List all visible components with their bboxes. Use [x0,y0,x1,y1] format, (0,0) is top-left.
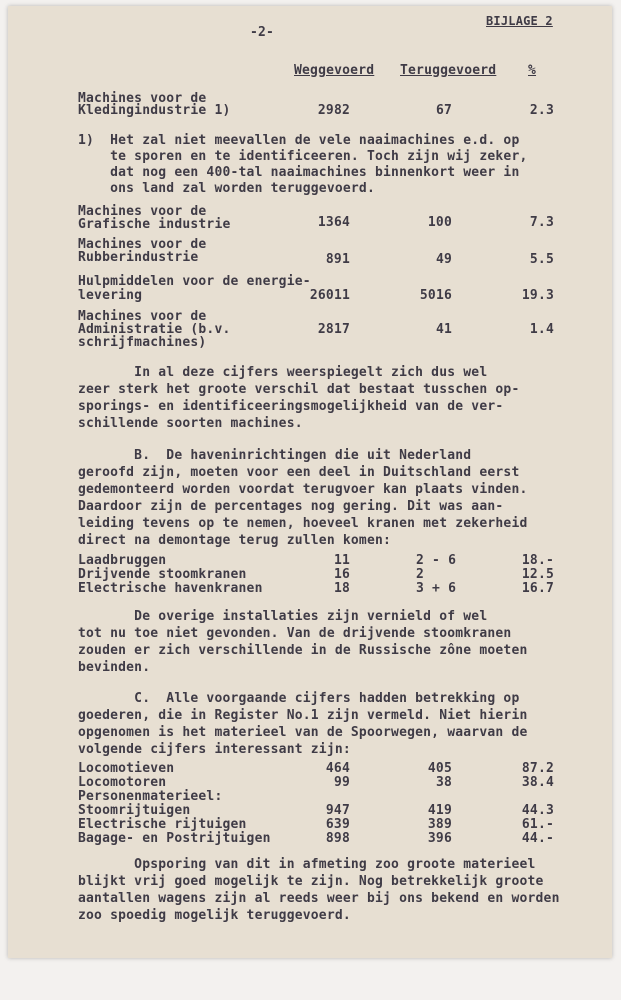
row-label: Kledingindustrie 1) [78,103,231,118]
row-percent: 44.- [521,831,554,846]
paragraph-line: goederen, die in Register No.1 zijn vermeld. Niet hierin [78,708,528,723]
row-label: Machines voor de [78,309,207,324]
column-header-percent: % [528,63,537,78]
row-returned: 41 [435,322,452,337]
row-taken: 2982 [317,103,350,118]
row-taken: 1364 [317,215,350,230]
row-percent: 1.4 [529,322,554,337]
row-label: Electrische havenkranen [78,581,263,596]
paragraph-line: C. Alle voorgaande cijfers hadden betrekking op [78,691,520,706]
row-taken: 26011 [309,288,350,303]
row-returned: 2 [416,567,425,582]
document-page [8,6,612,958]
paragraph-line: blijkt vrij goed mogelijk te zijn. Nog betrekkelijk groote [78,874,544,889]
paragraph-line: volgende cijfers interessant zijn: [78,742,351,757]
row-label: Rubberindustrie [78,250,199,265]
row-returned: 67 [435,103,452,118]
row-taken: 11 [333,553,350,568]
row-label: Laadbruggen [78,553,167,568]
row-label: Personenmaterieel: [78,789,223,804]
row-returned: 389 [427,817,452,832]
row-label: Drijvende stoomkranen [78,567,247,582]
paragraph-line: tot nu toe niet gevonden. Van de drijvende stoomkranen [78,626,512,641]
row-percent: 16.7 [521,581,554,596]
paragraph-line: schillende soorten machines. [78,416,303,431]
row-taken: 18 [333,581,350,596]
paragraph-line: De overige installaties zijn vernield of wel [78,609,488,624]
row-taken: 464 [325,761,350,776]
paragraph-line: direct na demontage terug zullen komen: [78,533,392,548]
paragraph-line: zeer sterk het groote verschil dat bestaat tusschen op- [78,382,520,397]
page-number: -2- [250,25,275,40]
paragraph-line: geroofd zijn, moeten voor een deel in Duitschland eerst [78,465,520,480]
row-label: levering [78,288,143,303]
row-label: Grafische industrie [78,217,231,232]
row-label: Stoomrijtuigen [78,803,191,818]
paragraph-line: Daardoor zijn de percentages nog gering. Dit was aan- [78,499,504,514]
row-percent: 38.4 [521,775,554,790]
paragraph-line: In al deze cijfers weerspiegelt zich dus wel [78,365,488,380]
row-taken: 947 [325,803,350,818]
row-label: Machines voor de [78,91,207,106]
paragraph-line: aantallen wagens zijn al reeds weer bij ons bekend en worden [78,891,560,906]
row-taken: 639 [325,817,350,832]
paragraph-line: opgenomen is het materieel van de Spoorwegen, waarvan de [78,725,528,740]
row-percent: 61.- [521,817,554,832]
row-label: Bagage- en Postrijtuigen [78,831,271,846]
row-returned: 419 [427,803,452,818]
row-taken: 898 [325,831,350,846]
row-returned: 405 [427,761,452,776]
paragraph-line: zouden er zich verschillende in de Russische zône moeten [78,643,528,658]
row-label: schrijfmachines) [78,335,207,350]
row-percent: 12.5 [521,567,554,582]
row-returned: 38 [435,775,452,790]
row-returned: 49 [435,252,452,267]
row-label: Machines voor de [78,204,207,219]
row-returned: 5016 [419,288,452,303]
row-label: Electrische rijtuigen [78,817,247,832]
row-label: Administratie (b.v. [78,322,231,337]
row-taken: 891 [325,252,350,267]
column-header-taken: Weggevoerd [294,63,375,78]
row-label: Locomotoren [78,775,167,790]
paragraph-line: bevinden. [78,660,151,675]
row-taken: 16 [333,567,350,582]
paragraph-line: Opsporing van dit in afmeting zoo groote materieel [78,857,536,872]
row-percent: 18.- [521,553,554,568]
row-percent: 7.3 [529,215,554,230]
row-returned: 2 - 6 [416,553,457,568]
row-taken: 99 [333,775,350,790]
paragraph-line: sporings- en identificeeringsmogelijkheid van de ver- [78,399,504,414]
row-label: Locomotieven [78,761,175,776]
row-percent: 44.3 [521,803,554,818]
footnote-line: te sporen en te identificeeren. Toch zijn wij zeker, [78,149,528,164]
row-label: Hulpmiddelen voor de energie- [78,274,311,289]
footnote-line: 1) Het zal niet meevallen de vele naaimachines e.d. op [78,133,520,148]
row-label: Machines voor de [78,237,207,252]
row-percent: 2.3 [529,103,554,118]
annex-label: BIJLAGE 2 [486,14,553,28]
row-taken: 2817 [317,322,350,337]
row-percent: 19.3 [521,288,554,303]
paragraph-line: leiding tevens op te nemen, hoeveel kranen met zekerheid [78,516,528,531]
row-percent: 87.2 [521,761,554,776]
row-returned: 100 [427,215,452,230]
row-returned: 3 + 6 [416,581,457,596]
paragraph-line: zoo spoedig mogelijk teruggevoerd. [78,908,351,923]
footnote-line: dat nog een 400-tal naaimachines binnenkort weer in [78,165,520,180]
paragraph-line: B. De haveninrichtingen die uit Nederland [78,448,472,463]
footnote-line: ons land zal worden teruggevoerd. [78,181,375,196]
row-returned: 396 [427,831,452,846]
column-header-returned: Teruggevoerd [400,63,497,78]
paragraph-line: gedemonteerd worden voordat terugvoer kan plaats vinden. [78,482,528,497]
row-percent: 5.5 [529,252,554,267]
